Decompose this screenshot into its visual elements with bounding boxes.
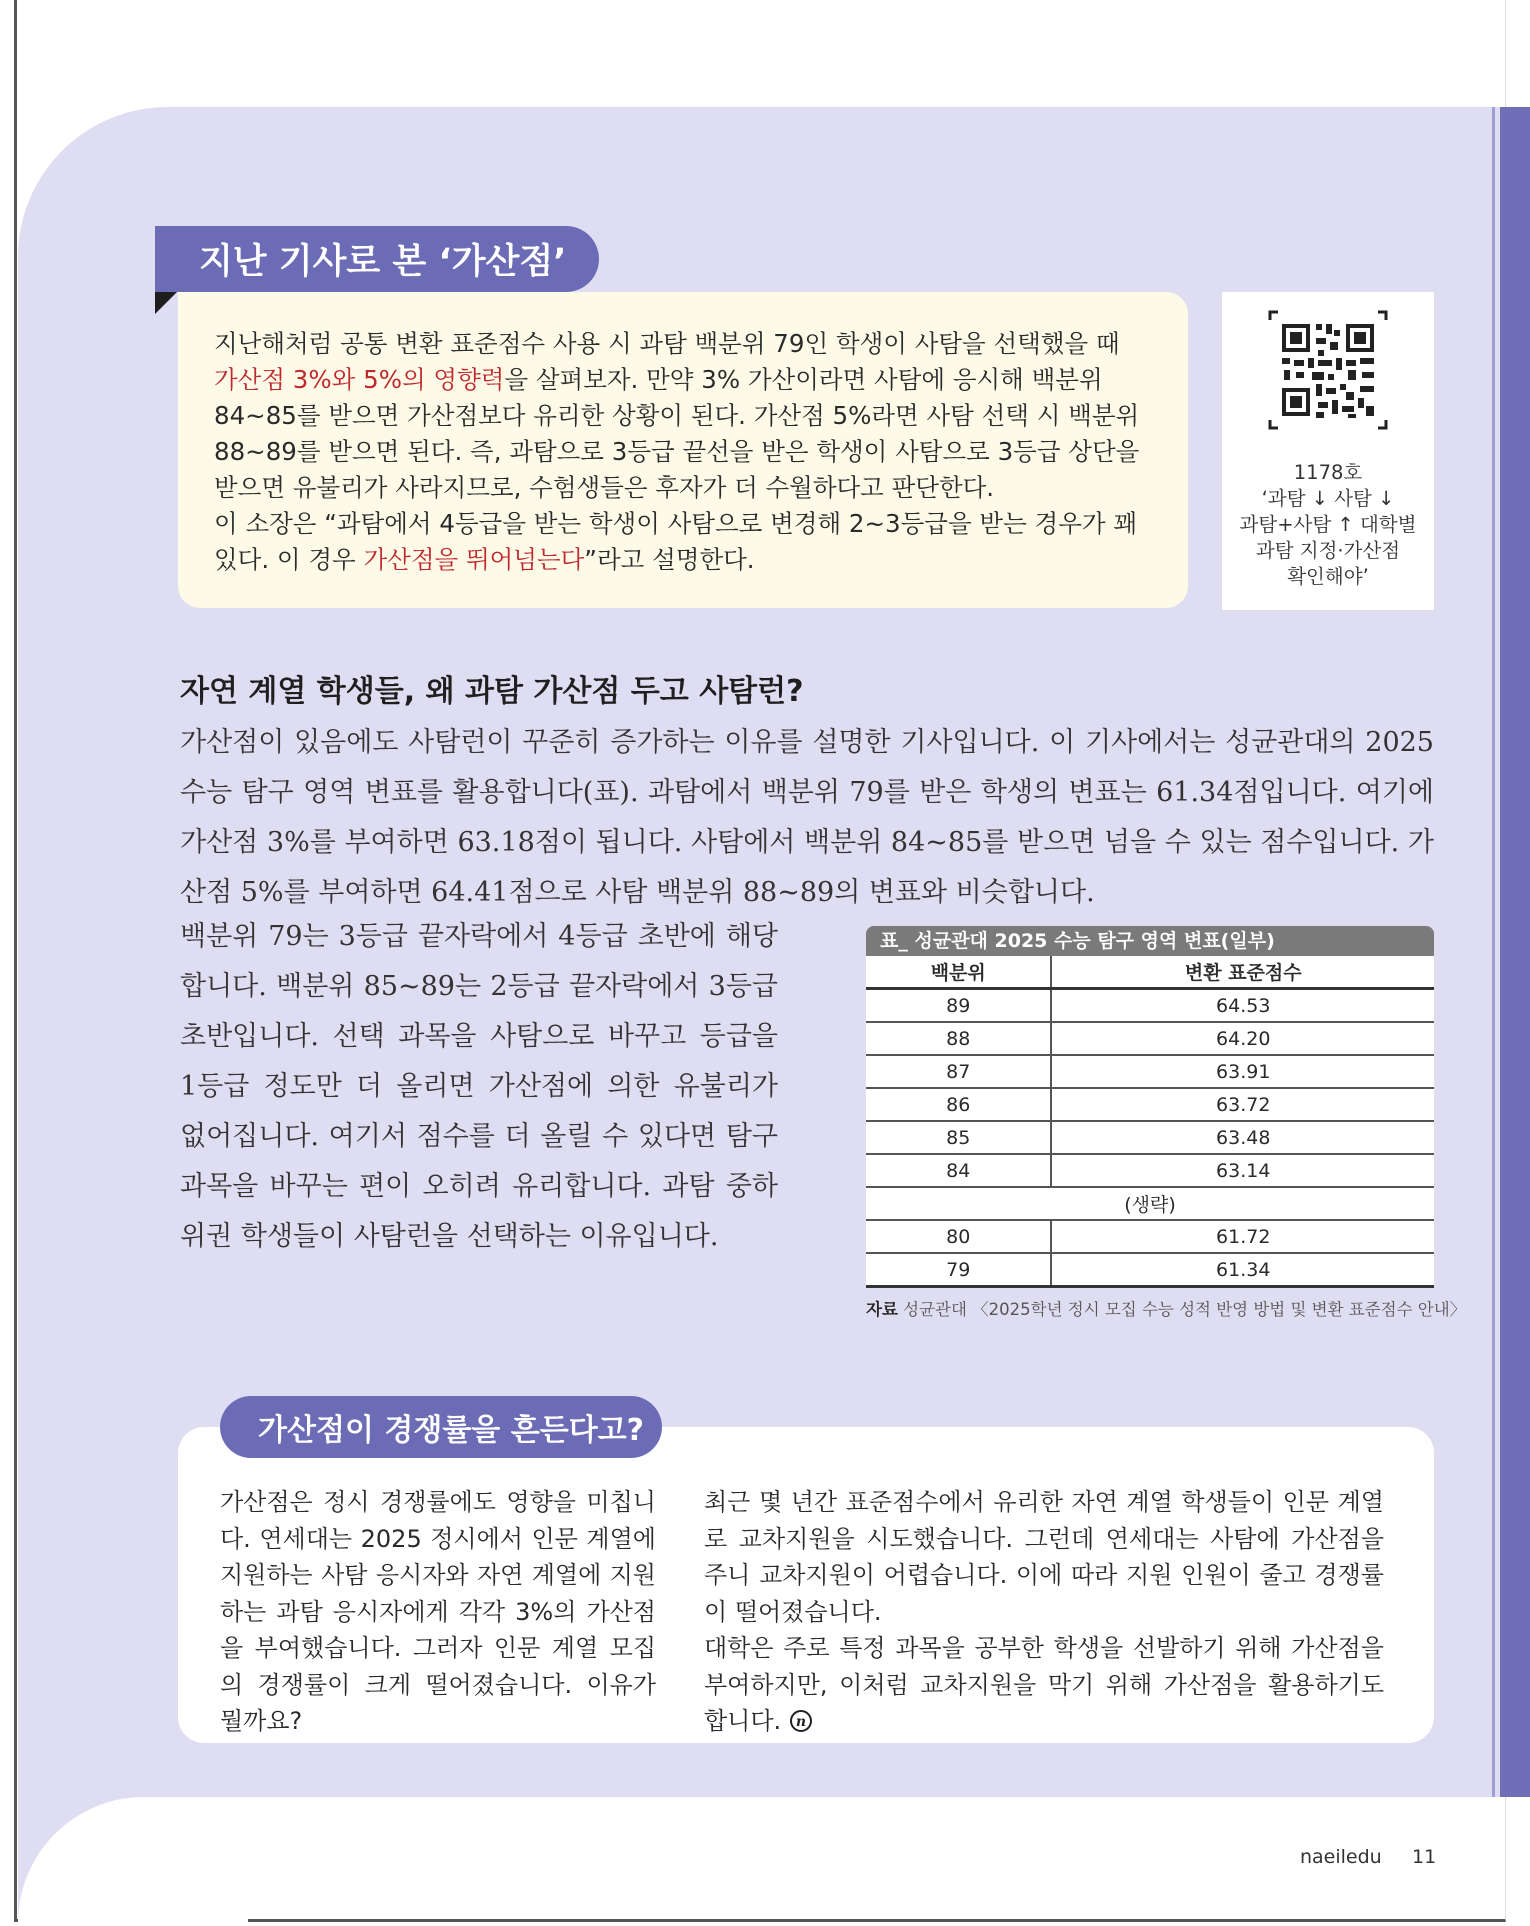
- qr-caption-line: 과탐+사탐 ↑ 대학별: [1239, 513, 1417, 536]
- footer-brand: naeiledu: [1300, 1846, 1382, 1868]
- table-cell: 64.20: [1051, 1022, 1434, 1055]
- quote-highlight: 가산점 3%와 5%의 영향력: [214, 365, 505, 394]
- score-table: [866, 956, 1434, 1288]
- quote-paragraph-1: [214, 326, 1150, 506]
- section2-right-paragraph-2: [704, 1630, 1384, 1740]
- table-cell: 63.72: [1051, 1088, 1434, 1121]
- end-mark-letter: n: [795, 1714, 806, 1730]
- quote-text: 이 소장은 “과탐에서 4등급을 받는 학생이 사탐으로 변경해 2~3등급을 받는 경우가 꽤 있다. 이 경우: [214, 509, 1137, 574]
- table-row: [866, 1220, 1434, 1253]
- section2-right-column: [704, 1484, 1384, 1740]
- table-cell: 61.72: [1051, 1220, 1434, 1253]
- article-body-left: 백분위 79는 3등급 끝자락에서 4등급 초반에 해당합니다. 백분위 85~89는 2등급 끝자락에서 3등급 초반입니다. 선택 과목을 사탐으로 바꾸고 등급을 1등급 정도만 더 올리면 가산점에 의한 유불리가 없어집니다. 여기서 점수를 더 올릴 수 있다면 탐구 과목을 바꾸는 편이 오히려 유리합니다. 과탐 중하위권 학생들이 사탐런을 선택하는 이유입니다.: [180, 921, 778, 1252]
- table-cell-omitted: (생략): [866, 1187, 1434, 1220]
- table-cell: 64.53: [1051, 989, 1434, 1023]
- qr-caption-line: 과탐 지정·가산점: [1255, 539, 1401, 562]
- section1-header: [155, 226, 599, 292]
- table-row: [866, 1022, 1434, 1055]
- table-source-text: 성균관대 〈2025학년 정시 모집 수능 성적 반영 방법 및 변환 표준점수 안내〉: [897, 1300, 1467, 1319]
- article-body-top: 가산점이 있음에도 사탐런이 꾸준히 증가하는 이유를 설명한 기사입니다. 이 기사에서는 성균관대의 2025 수능 탐구 영역 변표를 활용합니다(표). 과탐에서 백분위 79를 받은 학생의 변표는 61.34점입니다. 여기에 가산점 3%를 부여하면 63.18점이 됩니다. 사탐에서 백분위 84~85를 받으면 넘을 수 있는 점수입니다. 가산점 5%를 부여하면 64.41점으로 사탐 백분위 88~89의 변표와 비슷합니다.: [180, 727, 1434, 908]
- table-cell: 63.48: [1051, 1121, 1434, 1154]
- table-cell: 80: [866, 1220, 1051, 1253]
- table-cell: 61.34: [1051, 1253, 1434, 1287]
- table-cell: 89: [866, 989, 1051, 1023]
- quote-highlight: 가산점을 뛰어넘는다: [363, 545, 585, 574]
- quote-text: ”라고 설명한다.: [584, 545, 755, 574]
- table-header-row: [866, 956, 1434, 989]
- score-table-block: [866, 926, 1467, 1320]
- table-cell: 86: [866, 1088, 1051, 1121]
- table-row: [866, 1088, 1434, 1121]
- quote-box: [178, 292, 1188, 608]
- quote-text: 지난해처럼 공통 변환 표준점수 사용 시 과탐 백분위 79인 학생이 사탐을 선택했을 때: [214, 329, 1120, 358]
- page-number: 11: [1412, 1846, 1437, 1868]
- section2-right-text-2: 대학은 주로 특정 과목을 공부한 학생을 선발하기 위해 가산점을 부여하지만, 이처럼 교차지원을 막기 위해 가산점을 활용하기도 합니다.: [704, 1634, 1384, 1735]
- section2-left-column: [220, 1484, 656, 1740]
- section2-header-text: 가산점이 경쟁률을 흔든다고?: [258, 1413, 645, 1448]
- qr-caption-line: ‘과탐 ↓ 사탐 ↓: [1261, 487, 1395, 510]
- table-source: [866, 1296, 1467, 1320]
- table-cell: 85: [866, 1121, 1051, 1154]
- table-row: [866, 1253, 1434, 1287]
- table-cell: 63.91: [1051, 1055, 1434, 1088]
- table-cell: 79: [866, 1253, 1051, 1287]
- table-row: [866, 1055, 1434, 1088]
- qr-caption: [1222, 460, 1434, 590]
- bottom-curve: [18, 1797, 248, 1923]
- table-cell: 84: [866, 1154, 1051, 1187]
- table-header-percentile: 백분위: [866, 956, 1051, 989]
- table-source-label: 자료: [866, 1300, 898, 1319]
- table-title: 표_ 성균관대 2025 수능 탐구 영역 변표(일부): [866, 926, 1434, 956]
- table-cell: 63.14: [1051, 1154, 1434, 1187]
- article-title: 자연 계열 학생들, 왜 과탐 가산점 두고 사탐런?: [180, 674, 804, 709]
- table-row-omitted: [866, 1187, 1434, 1220]
- table-row: [866, 989, 1434, 1023]
- qr-caption-line: 1178호: [1293, 461, 1363, 484]
- header-tick: [155, 292, 177, 314]
- section2-right-text-1: 최근 몇 년간 표준점수에서 유리한 자연 계열 학생들이 인문 계열로 교차지원을 시도했습니다. 그런데 연세대는 사탐에 가산점을 주니 교차지원이 어렵습니다. 이에 따라 지원 인원이 줄고 경쟁률이 떨어졌습니다.: [704, 1488, 1384, 1626]
- end-mark-icon: [789, 1709, 813, 1733]
- side-stripe-line: [1492, 107, 1495, 1797]
- table-cell: 88: [866, 1022, 1051, 1055]
- qr-code-icon[interactable]: [1268, 310, 1388, 430]
- qr-caption-line: 확인해야’: [1287, 565, 1369, 588]
- quote-paragraph-2: [214, 506, 1150, 578]
- side-stripe: [1500, 107, 1530, 1797]
- qr-card[interactable]: [1222, 292, 1434, 610]
- section1-header-text: 지난 기사로 본 ‘가산점’: [199, 242, 567, 282]
- table-row: [866, 1121, 1434, 1154]
- section2-header: [220, 1396, 662, 1458]
- section2-left-text: 가산점은 정시 경쟁률에도 영향을 미칩니다. 연세대는 2025 정시에서 인문 계열에 지원하는 사탐 응시자와 자연 계열에 지원하는 과탐 응시자에게 각각 3%의 가산점을 부여했습니다. 그러자 인문 계열 모집의 경쟁률이 크게 떨어졌습니다. 이유가 뭘까요?: [220, 1488, 656, 1735]
- table-cell: 87: [866, 1055, 1051, 1088]
- quote-text: 을 살펴보자. 만약 3% 가산이라면 사탐에 응시해 백분위 84~85를 받으면 가산점보다 유리한 상황이 된다. 가산점 5%라면 사탐 선택 시 백분위 88~89를 받으면 된다. 즉, 과탐으로 3등급 끝선을 받은 학생이 사탐으로 3등급 상단을 받으면 유불리가 사라지므로, 수험생들은 후자가 더 수월하다고 판단한다.: [214, 365, 1140, 502]
- table-row: [866, 1154, 1434, 1187]
- table-header-score: 변환 표준점수: [1051, 956, 1434, 989]
